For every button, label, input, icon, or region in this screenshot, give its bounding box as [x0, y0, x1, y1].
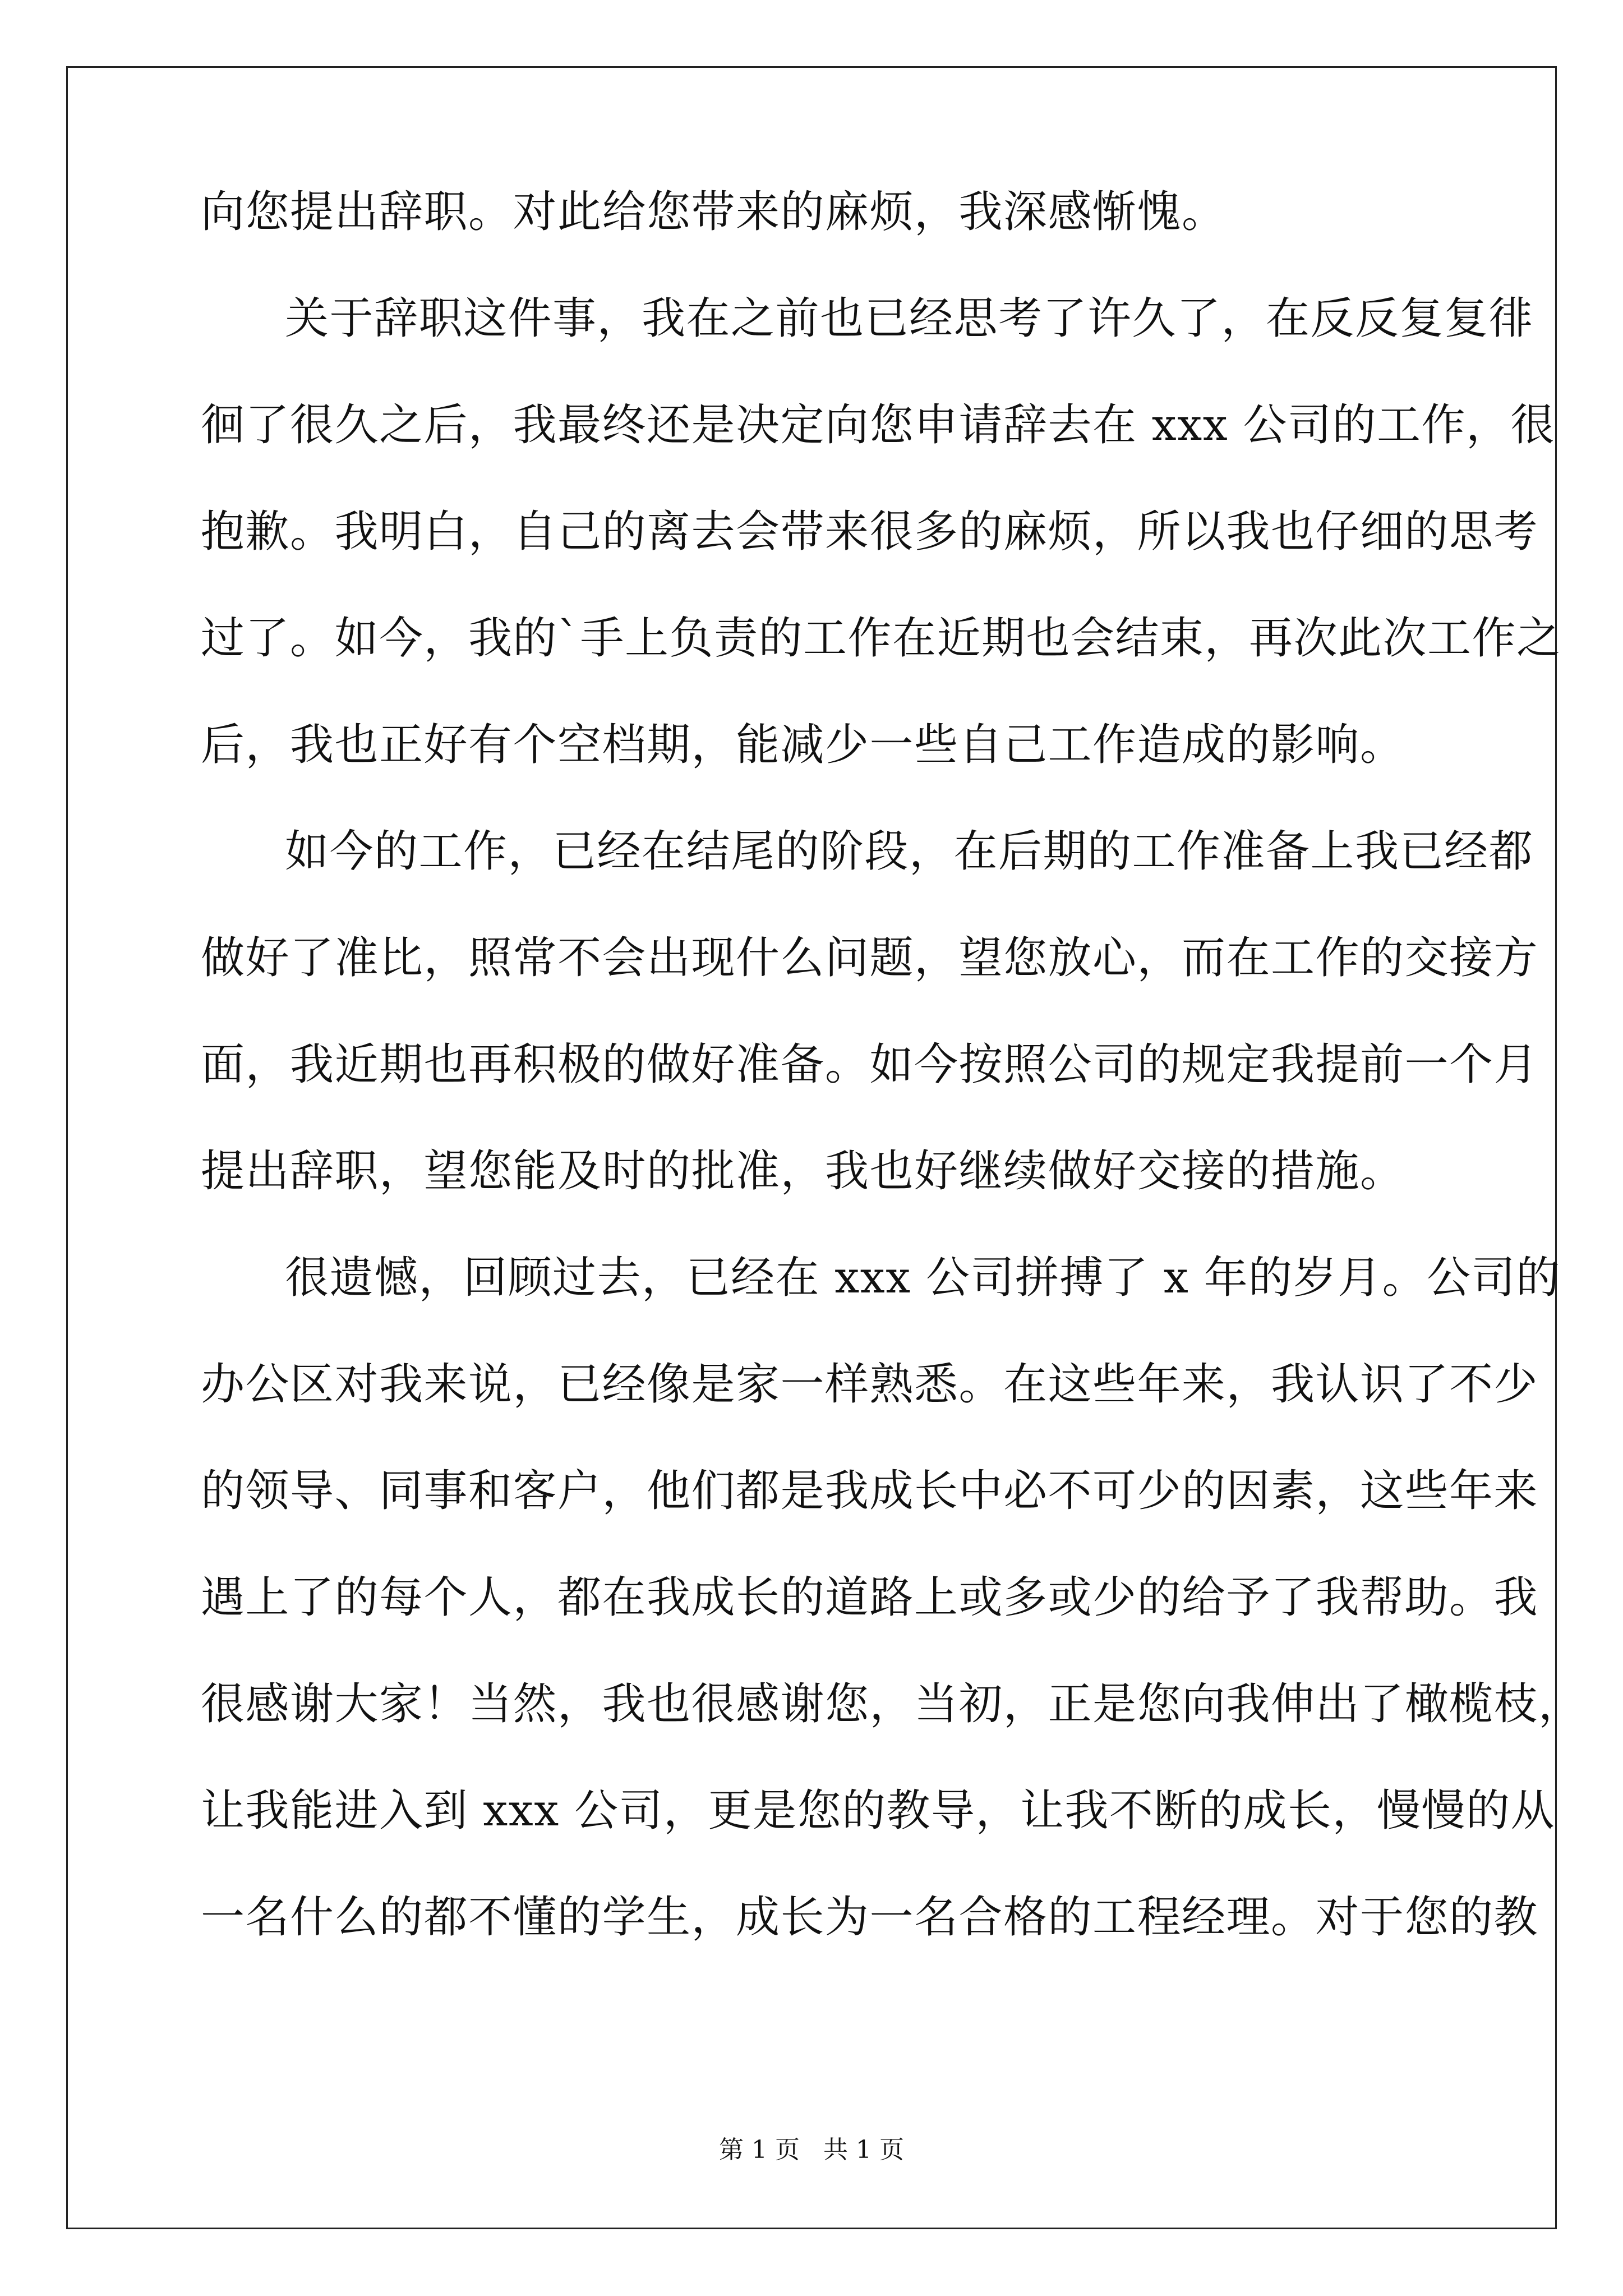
text-line: 的领导、同事和客户，他们都是我成长中必不可少的因素，这些年来	[201, 1466, 1539, 1516]
text-line: 过了。如今，我的`手上负责的工作在近期也会结束，再次此次工作之	[201, 613, 1561, 664]
text-line: 很遗憾，回顾过去，已经在 xxx 公司拼搏了 x 年的岁月。公司的	[285, 1253, 1561, 1303]
text-line: 徊了很久之后，我最终还是决定向您申请辞去在 xxx 公司的工作，很	[201, 400, 1556, 450]
text-line: 提出辞职，望您能及时的批准，我也好继续做好交接的措施。	[201, 1146, 1405, 1197]
text-line: 办公区对我来说，已经像是家一样熟悉。在这些年来，我认识了不少	[201, 1359, 1539, 1410]
text-line: 做好了准比，照常不会出现什么问题，望您放心，而在工作的交接方	[201, 933, 1539, 983]
page-footer: 第 1 页 共 1 页	[719, 2136, 904, 2164]
text-line: 抱歉。我明白，自己的离去会带来很多的麻烦，所以我也仔细的思考	[201, 507, 1539, 557]
text-line: 向您提出辞职。对此给您带来的麻烦，我深感惭愧。	[201, 187, 1227, 237]
text-line: 让我能进入到 xxx 公司，更是您的教导，让我不断的成长，慢慢的从	[201, 1786, 1556, 1836]
text-line: 如今的工作，已经在结尾的阶段，在后期的工作准备上我已经都	[285, 826, 1534, 877]
text-line: 遇上了的每个人，都在我成长的道路上或多或少的给予了我帮助。我	[201, 1572, 1539, 1623]
text-line: 一名什么的都不懂的学生，成长为一名合格的工程经理。对于您的教	[201, 1892, 1539, 1943]
text-line: 面，我近期也再积极的做好准备。如今按照公司的规定我提前一个月	[201, 1039, 1539, 1090]
text-line: 很感谢大家！当然，我也很感谢您，当初，正是您向我伸出了橄榄枝，	[201, 1679, 1583, 1729]
text-line: 关于辞职这件事，我在之前也已经思考了许久了，在反反复复徘	[285, 293, 1534, 344]
text-line: 后，我也正好有个空档期，能减少一些自己工作造成的影响。	[201, 720, 1405, 770]
